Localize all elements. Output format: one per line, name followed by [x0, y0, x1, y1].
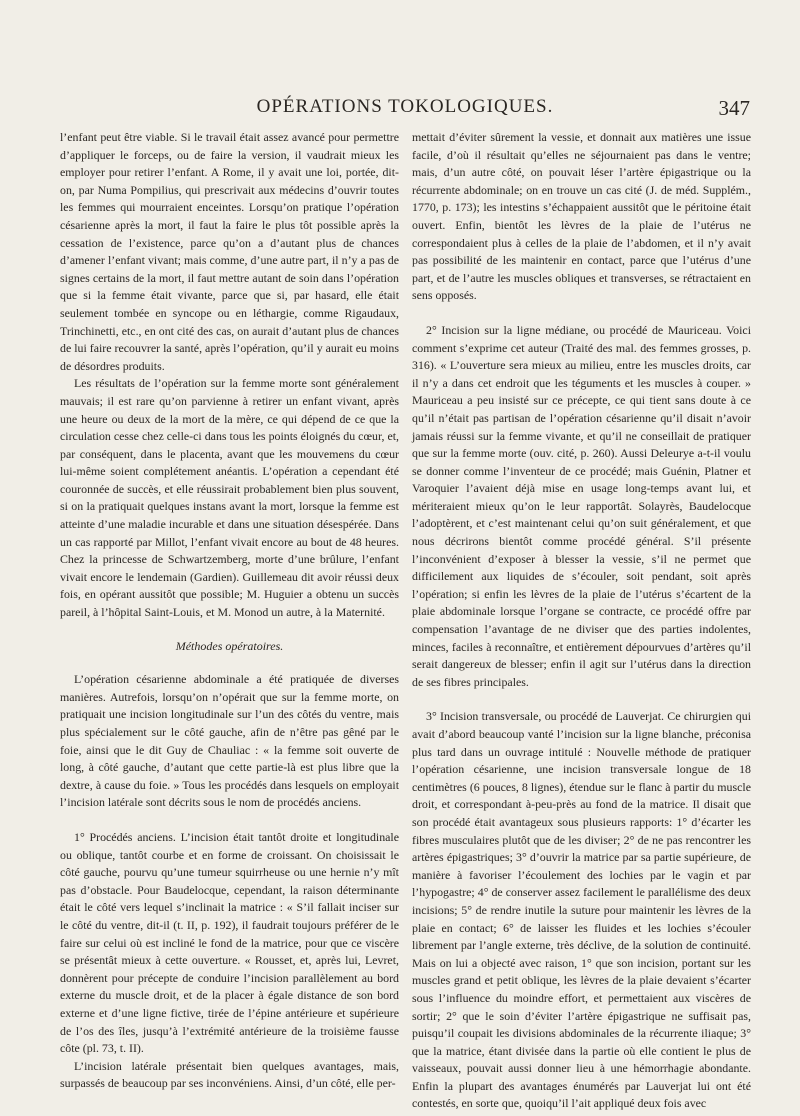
- paragraph: L’opération césarienne abdominale a été pratiquée de diverses manières. Autrefois, lorsqu’on n’opérait que sur la femme morte, on pratiquait une incision longitudinale sur l’un des côtés du ventre, mais plus spécialement sur le côté gauche, afin de n’être pas gêné par le foie, ainsi que le dit Guy de Chauliac : « la femme soit ouverte de long, à côté gauche, d’autant que cette partie-là est plus libre que la dextre, à cause du foie. » Tous les procédés dans lesquels on employait l’incision latérale sont décrits sous le nom de procédés anciens.: [60, 672, 399, 810]
- left-column: [60, 129, 399, 1093]
- paragraph: mettait d’éviter sûrement la vessie, et donnait aux matières une issue facile, d’où il résultait qu’elles ne séjournaient pas dans le ventre; mais, d’un autre côté, on pouvait léser l’artère épigastrique ou la récurrente abdominale; on en trouve un cas cité (J. de méd. Supplém., 1770, p. 173); les intestins s’échappaient aussitôt que le péritoine était ouvert. Enfin, bientôt les lèvres de la plaie de l’utérus ne correspondaient plus à celles de la plaie de l’abdomen, et il n’y avait pas possibilité de les maintenir en contact, parce que l’utérus d’une part, et de l’autre les muscles obliques et transverses, se rétractaient en sens opposés.: [412, 130, 751, 303]
- section-heading: Méthodes opératoires.: [175, 638, 284, 653]
- page-number: 347: [718, 96, 750, 120]
- paragraph: l’enfant peut être viable. Si le travail était assez avancé pour permettre d’appliquer le forceps, ou de faire la version, il vaudrait mieux les employer pour retirer l’enfant. A Rome, il y avait une loi, portée, dit-on, par Numa Pompilius, qui prescrivait aux médecins d’ouvrir toutes les femmes qui mourraient enceintes. Lorsqu’on pratique l’opération césarienne après la mort, il faut la faire le plus tôt possible après la cessation de l’existence, parce qu’on a d’autant plus de chances d’amener l’enfant vivant; mais comme, d’une autre part, il n’y a pas de signes certains de la mort, il faut mettre autant de soin dans l’opération que si la femme était vivante, parce que si, par hasard, elle était seulement tombée en syncope ou en léthargie, comme Rigaudaux, Trinchinetti, etc., en ont cité des cas, on aurait d’autant plus de chances de lui faire recouvrer la santé, après l’opération, qu’il y aurait eu moins de désordres produits.: [60, 130, 399, 373]
- right-column: [412, 129, 751, 1113]
- page-title: OPÉRATIONS TOKOLOGIQUES.: [256, 96, 554, 117]
- paragraph: 2° Incision sur la ligne médiane, ou procédé de Mauriceau. Voici comment s’exprime cet auteur (Traité des mal. des femmes grosses, p. 316). « L’ouverture sera mieux au milieu, entre les muscles droits, car il n’y a dans cet endroit que les téguments et les muscles à couper. » Mauriceau a peu insisté sur ce précepte, ce qui tient sans doute à ce qu’il n’était pas partisan de l’opération césarienne qu’il disait n’avoir jamais réussi sur la femme vivante, et qu’il ne conseillait de pratiquer que sur la femme morte (ouv. cité, p. 260). Aussi Deleurye a-t-il voulu se donner comme l’inventeur de ce procédé; mais Guénin, Platner et Varoquier l’avaient déjà mise en usage long-temps avant lui, et mériteraient mieux qu’on le leur rapportât. Solayrès, Baudelocque l’adoptèrent, et c’est maintenant celui qu’on suit généralement, et que nous décrirons bientôt comme procédé général. S’il présente l’inconvénient d’exposer à blesser la vessie, s’il ne permet que difficilement aux liquides de s’écouler, soit pendant, soit après l’opération; si enfin les lèvres de la plaie de l’utérus s’écartent de la plaie abdominale lorsque l’organe se contracte, ce procédé offre par compensation l’avantage de ne diviser que des parties indolentes, minces, faciles à reconnaître, et entièrement dépourvues d’artères qu’il serait dangereux de blesser; enfin il agit sur l’utérus dans la direction de ses fibres principales.: [412, 322, 751, 689]
- paragraph: 1° Procédés anciens. L’incision était tantôt droite et longitudinale ou oblique, tantôt courbe et en forme de croissant. On choisissait le côté gauche, pourvu qu’une tumeur squirrheuse ou une hernie n’y mît pas d’obstacle. Pour Baudelocque, cependant, la raison déterminante était le côté vers lequel s’inclinait la matrice : « S’il fallait inciser sur le côté du ventre, dit-il (t. II, p. 192), il faudrait toujours préférer de le faire sur celui où est incliné le fond de la matrice, pour que ce viscère se présentât mieux à cette ouverture. « Rousset, et, après lui, Levret, donnèrent pour précepte de conduire l’incision parallèlement au bord externe du muscle droit, et de la placer à égale distance de son bord externe et d’une ligne fictive, tirée de l’épine antérieure et supérieure de l’os des îles, jusqu’à l’extrémité antérieure de la troisième fausse côte (pl. 73, t. II).: [60, 829, 399, 1056]
- paragraph: Les résultats de l’opération sur la femme morte sont généralement mauvais; il est rare qu’on parvienne à retirer un enfant vivant, après une heure ou deux de la mort de la mère, ce qui dépend de ce que la circulation cesse chez celle-ci dans tous les points éloignés du cœur, et, par conséquent, dans le placenta, avant que les mouvemens du cœur lui-même soient complétement anéantis. L’opération a cependant été couronnée de succès, et elle réussirait probablement bien plus souvent, si on la pratiquait quelques instans avant la mort, lorsque la femme est atteinte d’une maladie incurable et dans une situation désespérée. Dans un cas rapporté par Millot, l’enfant vivait encore au bout de 48 heures. Chez la princesse de Schwartzemberg, morte d’une brûlure, l’enfant vivait encore le lendemain (Gardien). Guillemeau dit avoir réussi deux fois, en opérant aussitôt que possible; M. Huguier a obtenu un succès pareil, à l’hôpital Saint-Louis, et M. Monod un autre, à la Maternité.: [60, 376, 399, 620]
- running-head: [60, 96, 750, 126]
- paragraph: 3° Incision transversale, ou procédé de Lauverjat. Ce chirurgien qui avait d’abord beaucoup vanté l’incision sur la ligne blanche, préconisa plus tard dans un ouvrage intitulé : Nouvelle méthode de pratiquer l’opération césarienne, une incision transversale longue de 18 centimètres (6 pouces, 8 lignes), étendue sur le flanc à partir du muscle droit, et correspondant à-peu-près au fond de la matrice. Il disait que son procédé était avantageux sous plusieurs rapports: 1° d’écarter les fibres musculaires plutôt que de les diviser; 2° de ne pas rencontrer les artères épigastriques; 3° d’ouvrir la matrice par sa partie supérieure, de manière à favoriser l’écoulement des lochies par le vagin et par l’hypogastre; 4° de conserver assez facilement le parallélisme des deux incisions; 5° de rendre inutile la suture pour maintenir les lèvres de la plaie en contact; 6° de laisser les fluides et les lochies s’écouler librement par l’angle externe, très déclive, de la solution de continuité. Mais on lui a objecté avec raison, 1° que son incision, portant sur les muscles grand et petit oblique, les lèvres de la plaie devaient s’écarter sous l’influence du moindre effort, et permettaient aux viscères de sortir; 2° que le soin d’éviter l’artère épigastrique ne suffisait pas, puisqu’il coupait les divisions abdominales de la récurrente iliaque; 3° que la matrice, étant divisée dans la partie où elle contient le plus de vaisseaux, pouvait aussi donner lieu à une hémorrhagie abondante. Enfin la plupart des avantages énumérés par Lauverjat lui ont été contestés, en sorte que, quoiqu’il l’ait appliqué deux fois avec: [412, 709, 751, 1111]
- paragraph: L’incision latérale présentait bien quelques avantages, mais, surpassés de beaucoup par ses inconvéniens. Ainsi, d’un côté, elle per-: [60, 1058, 399, 1091]
